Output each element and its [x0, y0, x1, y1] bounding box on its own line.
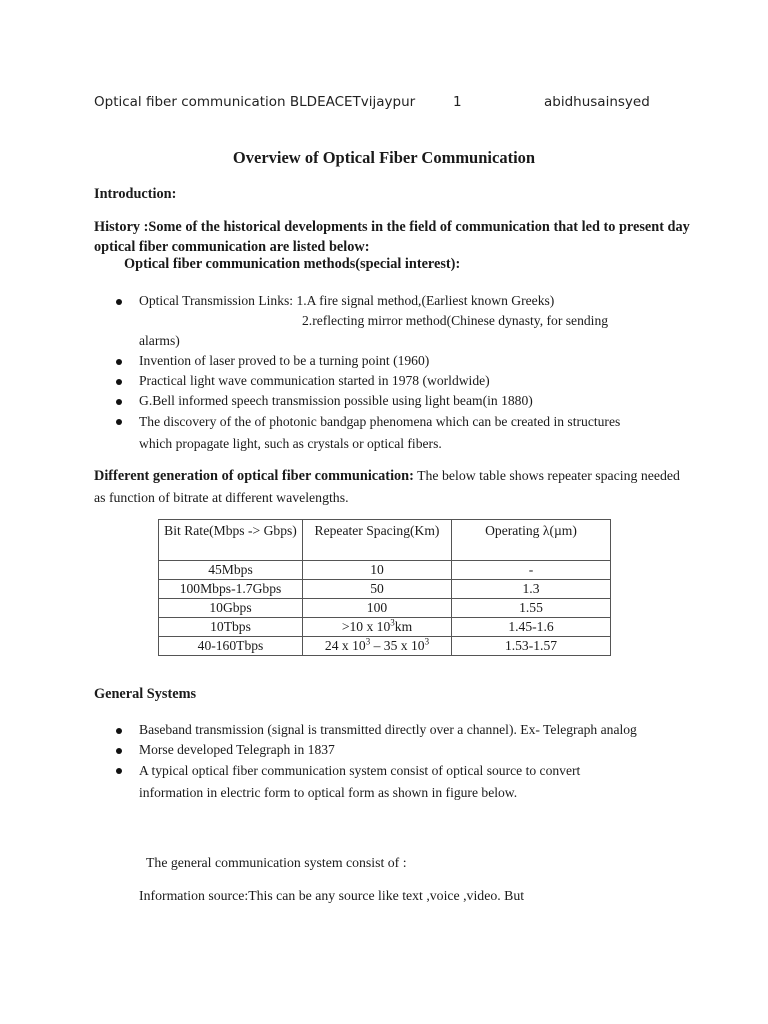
cell-bit-rate: 10Tbps: [159, 618, 303, 637]
spacing-exponent: 3: [365, 636, 371, 647]
header-author: abidhusainsyed: [544, 94, 650, 110]
page-header: [94, 94, 708, 114]
list-item-text: G.Bell informed speech transmission possible using light beam(in 1880): [139, 393, 533, 408]
generation-text: The below table shows repeater spacing needed as function of bitrate at different wavelengths.: [94, 468, 680, 505]
spacing-base: 24 x 10: [324, 638, 366, 653]
list-item-text: 2.reflecting mirror method(Chinese dynasty, for sending: [302, 313, 609, 328]
bullet-icon: [116, 299, 122, 305]
bullet-icon: [116, 419, 122, 425]
list-item-text: The discovery of the of photonic bandgap phenomena which can be created in structures which propagate light, such as crystals or optical fibers.: [139, 414, 621, 451]
bullet-icon: [116, 379, 122, 385]
cell-wavelength: 1.3: [452, 580, 611, 599]
repeater-spacing-table: [158, 519, 611, 656]
list-item-text: Optical Transmission Links: 1.A fire signal method,(Earliest known Greeks): [139, 293, 555, 308]
methods-heading: Optical fiber communication methods(special interest):: [124, 256, 461, 272]
list-item: [94, 351, 694, 371]
bullet-icon: [116, 748, 122, 754]
list-item: [94, 371, 694, 391]
column-header-repeater-spacing: Repeater Spacing(Km): [303, 520, 452, 561]
list-item-text: A typical optical fiber communication system consist of optical source to convert information in electric form to optical form as shown in figure below.: [139, 763, 581, 800]
spacing-base: >10 x 10: [341, 619, 391, 634]
cell-repeater-spacing: 10: [303, 561, 452, 580]
header-page-number: 1: [453, 94, 462, 110]
cell-repeater-spacing: [303, 618, 452, 637]
list-item: [94, 760, 694, 804]
cell-bit-rate: 45Mbps: [159, 561, 303, 580]
spacing-range-separator: – 35 x 10: [370, 638, 425, 653]
spacing-exponent: 3: [390, 617, 395, 628]
bullet-icon: [116, 399, 122, 405]
general-systems-heading: General Systems: [94, 686, 197, 702]
list-item-text: alarms): [139, 333, 180, 348]
information-source-text: Information source:This can be any source like text ,voice ,video. But: [139, 888, 525, 903]
cell-wavelength: 1.53-1.57: [452, 637, 611, 656]
cell-wavelength: 1.55: [452, 599, 611, 618]
list-item-text: Morse developed Telegraph in 1837: [139, 742, 335, 757]
list-item-text: Baseband transmission (signal is transmitted directly over a channel). Ex- Telegraph analog: [139, 722, 637, 737]
cell-bit-rate: 10Gbps: [159, 599, 303, 618]
cell-wavelength: -: [452, 561, 611, 580]
cell-wavelength: 1.45-1.6: [452, 618, 611, 637]
cell-bit-rate: 100Mbps-1.7Gbps: [159, 580, 303, 599]
table-header-row: [159, 520, 611, 561]
history-paragraph: History :Some of the historical developments in the field of communication that led to present day optical fiber communication are listed below:: [94, 219, 690, 255]
list-item-text: Practical light wave communication started in 1978 (worldwide): [139, 373, 490, 388]
table-row: [159, 618, 611, 637]
list-item-text: Invention of laser proved to be a turning point (1960): [139, 353, 430, 368]
list-item: [94, 411, 694, 455]
cell-repeater-spacing: 100: [303, 599, 452, 618]
table-row: [159, 599, 611, 618]
list-item: [94, 391, 694, 411]
general-systems-list: [94, 720, 694, 804]
document-title: Overview of Optical Fiber Communication: [232, 148, 536, 167]
list-item: [94, 740, 694, 760]
table-row: [159, 580, 611, 599]
cell-repeater-spacing: [303, 637, 452, 656]
cell-repeater-spacing: 50: [303, 580, 452, 599]
introduction-heading: Introduction:: [94, 186, 177, 202]
table-row: [159, 561, 611, 580]
generation-heading: Different generation of optical fiber communication:: [94, 468, 414, 484]
column-header-operating-wavelength: Operating λ(µm): [452, 520, 611, 561]
history-list: [94, 291, 694, 455]
list-item: [94, 720, 694, 740]
header-title: Optical fiber communication BLDEACETvijaypur: [94, 94, 416, 110]
column-header-bit-rate: Bit Rate(Mbps -> Gbps): [159, 520, 303, 561]
list-item: [94, 291, 694, 351]
spacing-unit: km: [394, 619, 413, 634]
general-communication-text: The general communication system consist of :: [146, 855, 407, 870]
spacing-exponent: 3: [424, 636, 430, 647]
table-row: [159, 637, 611, 656]
bullet-icon: [116, 768, 122, 774]
generation-paragraph: [94, 465, 694, 508]
bullet-icon: [116, 359, 122, 365]
cell-bit-rate: 40-160Tbps: [159, 637, 303, 656]
bullet-icon: [116, 728, 122, 734]
